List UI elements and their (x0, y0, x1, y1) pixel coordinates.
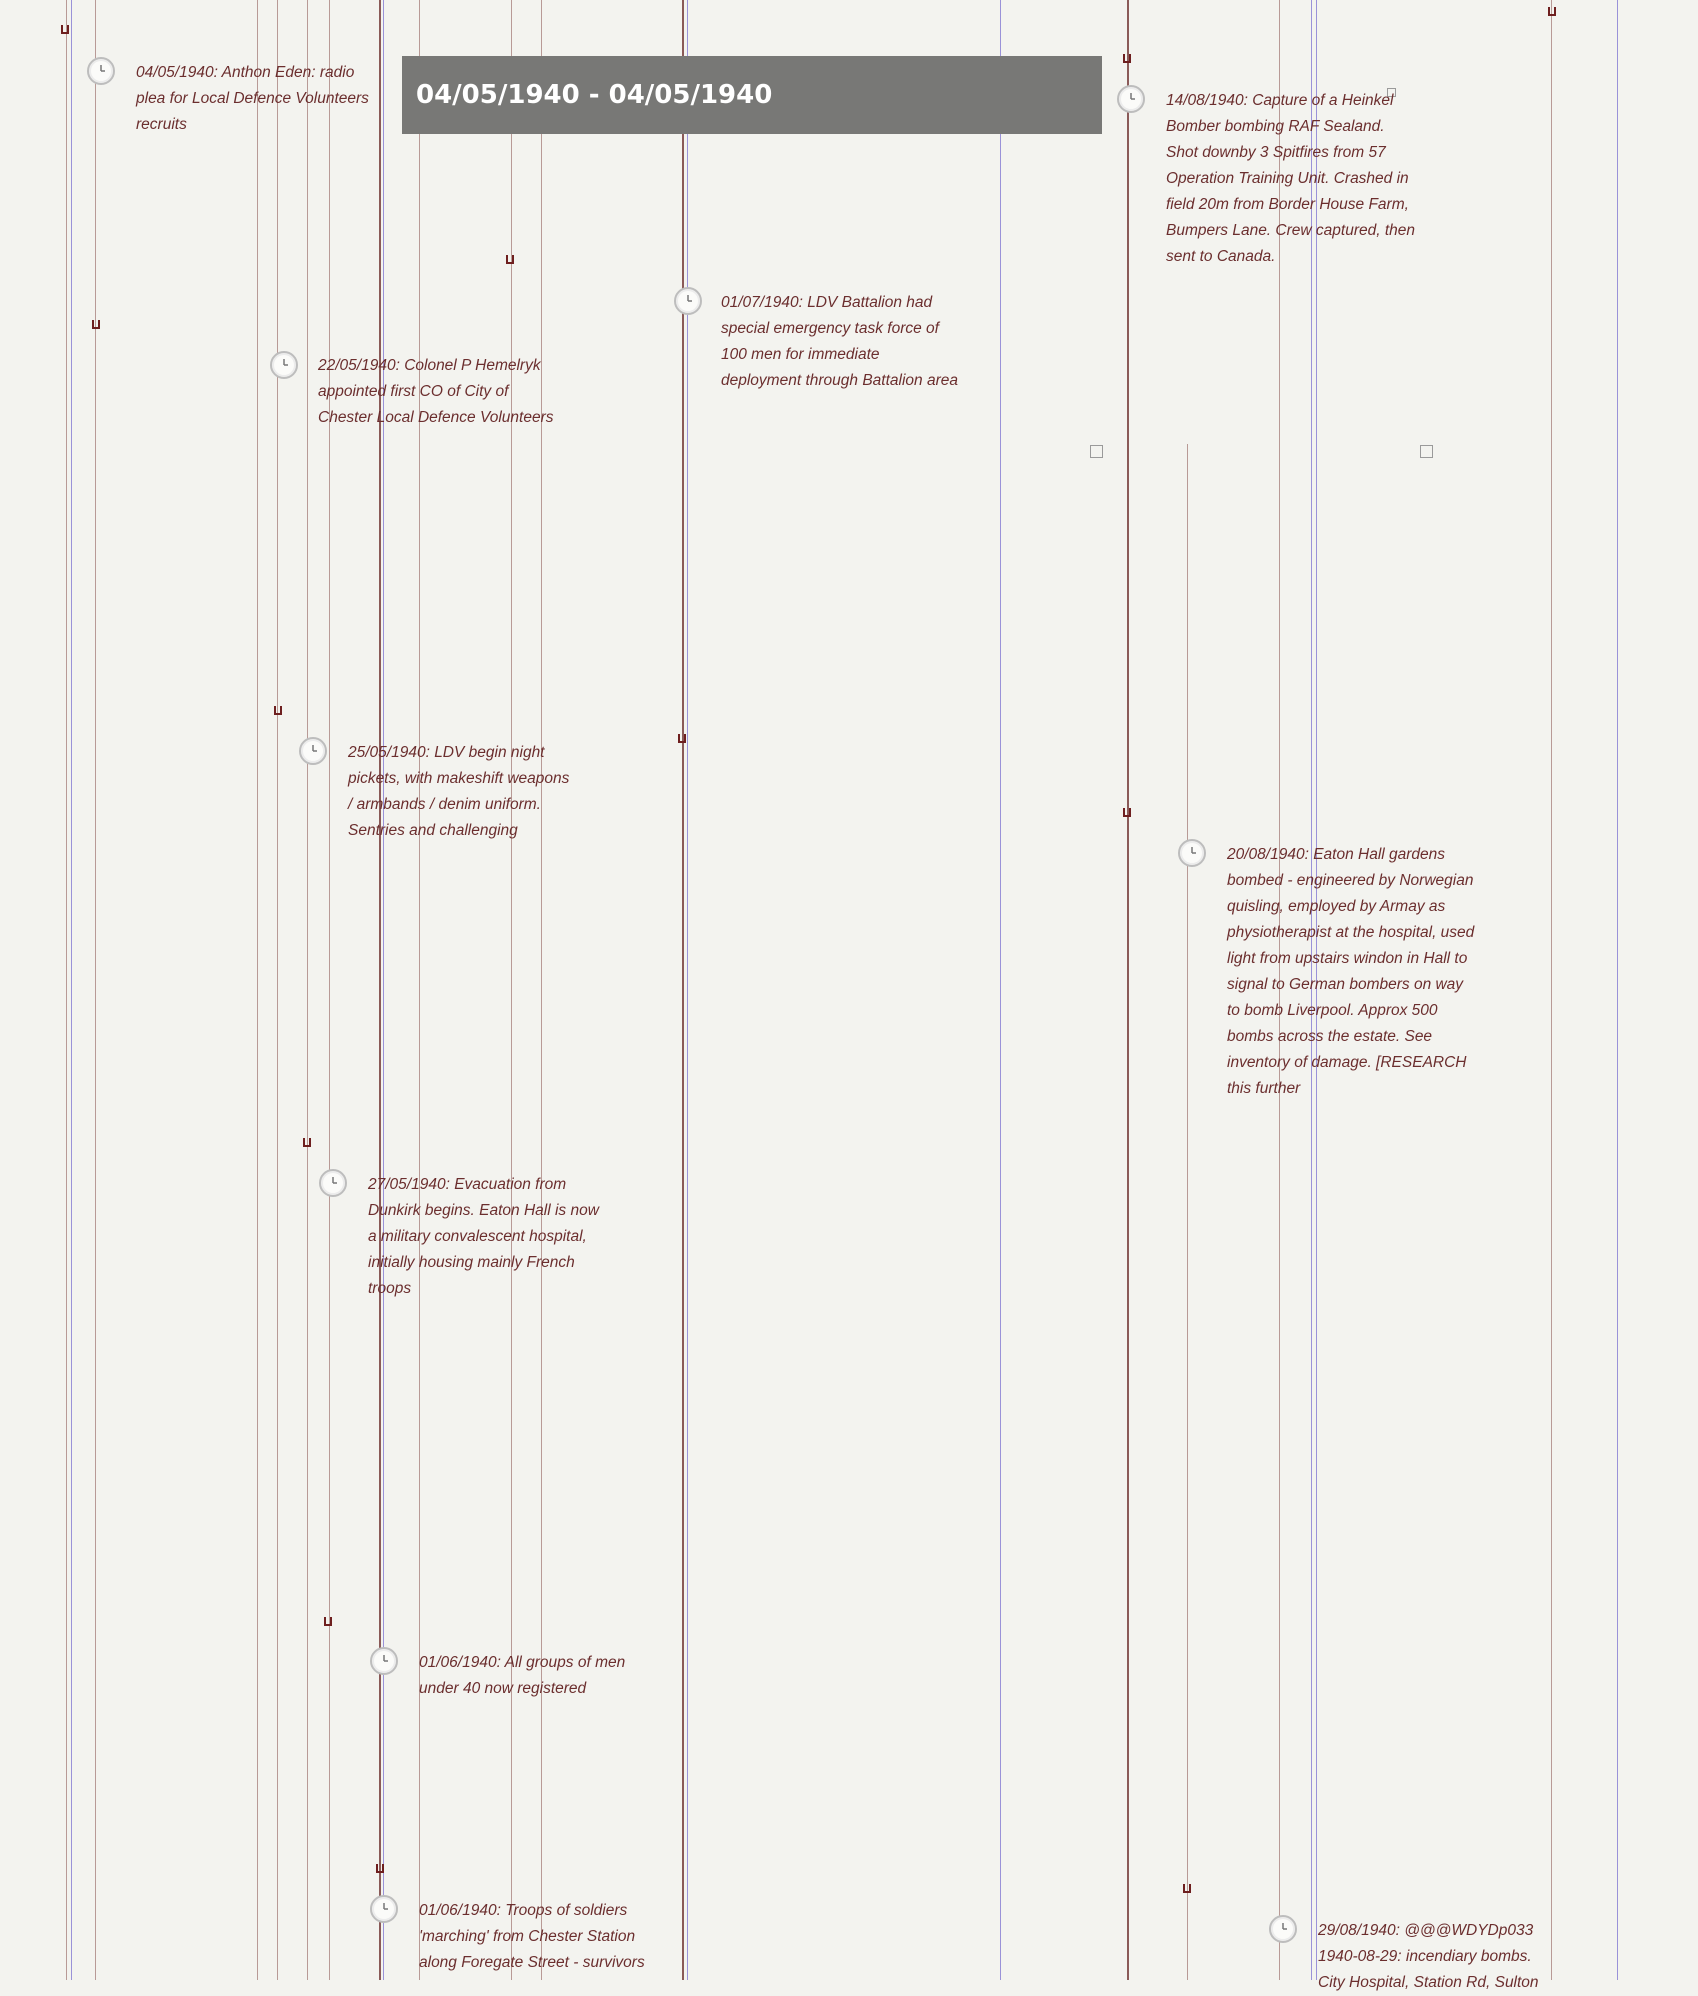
clock-icon (1117, 85, 1145, 113)
event-text: 01/07/1940: LDV Battalion had special emergency task force of 100 men for immediate deployment through Battalion area (721, 294, 958, 389)
range-square (1090, 445, 1103, 458)
clock-icon (370, 1647, 398, 1675)
timeline-marker (303, 1138, 311, 1147)
timeline-marker (92, 320, 100, 329)
timeline-marker (1123, 808, 1131, 817)
timeline-marker (324, 1617, 332, 1626)
event-text: 29/08/1940: @@@WDYDp033 1940-08-29: incendiary bombs. City Hospital, Station Rd, Sulton (1318, 1922, 1539, 1991)
clock-icon (270, 351, 298, 379)
event-text: 01/06/1940: Troops of soldiers 'marching' from Chester Station along Foregate Street - survivors (419, 1902, 645, 1971)
event-text: 20/08/1940: Eaton Hall gardens bombed - engineered by Norwegian quisling, employed by Armay as physiotherapist at the hospital, used light from upstairs windon in Hall to signal to German bombers on way to bomb Liverpool. Approx 500 bombs across the estate. See inventory of damage. [RESEARCH this further (1227, 846, 1475, 1097)
event-text: 25/05/1940: LDV begin night pickets, with makeshift weapons / armbands / denim uniform. Sentries and challenging (348, 744, 570, 839)
date-range-banner: 04/05/1940 - 04/05/1940 (402, 56, 1102, 134)
range-square (1420, 445, 1433, 458)
timeline-marker (1183, 1884, 1191, 1893)
event-text: 22/05/1940: Colonel P Hemelryk appointed first CO of City of Chester Local Defence Volunteers (318, 357, 554, 426)
event-text: 01/06/1940: All groups of men under 40 now registered (419, 1654, 626, 1697)
timeline-marker (61, 25, 69, 34)
clock-icon (370, 1895, 398, 1923)
timeline-marker (274, 706, 282, 715)
clock-icon (1269, 1915, 1297, 1943)
clock-icon (87, 57, 115, 85)
clock-icon (319, 1169, 347, 1197)
clock-icon (299, 737, 327, 765)
timeline-marker (1548, 7, 1556, 16)
timeline-marker (678, 734, 686, 743)
timeline-marker (1123, 54, 1131, 63)
event-text: 14/08/1940: Capture of a Heinkel Bomber bombing RAF Sealand. Shot downby 3 Spitfires from 57 Operation Training Unit. Crashed in field 20m from Border House Farm, Bumpers Lane. Crew captured, then sent to Canada. (1166, 92, 1415, 265)
event-text: 27/05/1940: Evacuation from Dunkirk begins. Eaton Hall is now a military convalescent hospital, initially housing mainly French troops (368, 1176, 599, 1297)
event-text: 04/05/1940: Anthon Eden: radio plea for Local Defence Volunteers recruits (136, 64, 369, 133)
clock-icon (1178, 839, 1206, 867)
timeline-marker (506, 255, 514, 264)
timeline-marker (376, 1864, 384, 1873)
clock-icon (674, 287, 702, 315)
